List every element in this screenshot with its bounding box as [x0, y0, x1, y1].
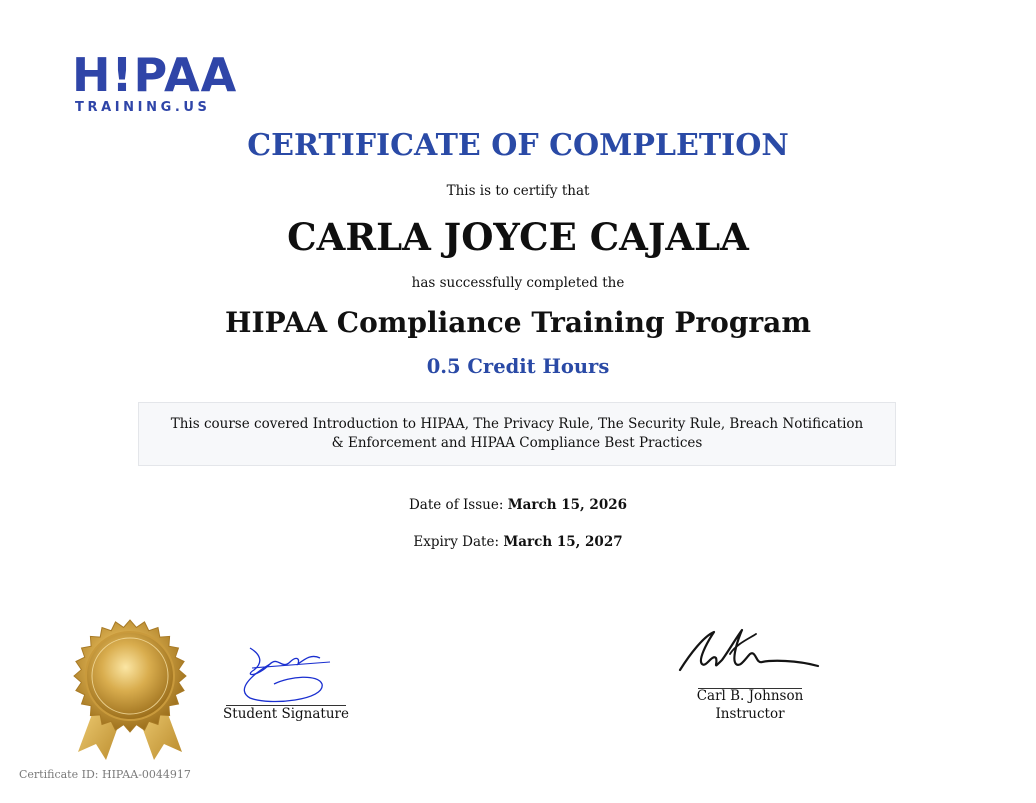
credit-hours: 0.5 Credit Hours	[426, 355, 610, 378]
gold-seal-icon	[60, 612, 200, 762]
issue-date-row	[0, 496, 1036, 514]
certify-text: This is to certify that	[446, 183, 590, 199]
course-summary-box	[138, 402, 896, 466]
student-signature-icon	[230, 640, 340, 706]
expiry-date-value: March 15, 2027	[503, 534, 623, 550]
logo-subtitle: TRAINING.US	[75, 100, 211, 115]
expiry-date-row	[0, 533, 1036, 551]
program-name: HIPAA Compliance Training Program	[225, 306, 811, 339]
certificate-id: Certificate ID: HIPAA-0044917	[19, 768, 191, 781]
hipaa-training-logo	[72, 48, 238, 118]
completed-text: has successfully completed the	[411, 275, 625, 291]
student-signature-label: Student Signature	[223, 706, 349, 722]
recipient-name: CARLA JOYCE CAJALA	[287, 215, 749, 259]
instructor-title: Instructor	[715, 706, 785, 722]
expiry-date-label: Expiry Date:	[413, 534, 500, 550]
instructor-signature-icon	[676, 624, 824, 684]
certificate-title: CERTIFICATE OF COMPLETION	[247, 128, 789, 163]
issue-date-label: Date of Issue:	[408, 497, 504, 513]
course-summary-text: This course covered Introduction to HIPAA, The Privacy Rule, The Security Rule, Breach Notification & Enforcement and HIPAA Compliance Best Practices	[170, 416, 864, 451]
issue-date-value: March 15, 2026	[507, 497, 628, 513]
instructor-name: Carl B. Johnson	[696, 688, 804, 704]
logo-wordmark: H!PAA	[72, 48, 238, 102]
